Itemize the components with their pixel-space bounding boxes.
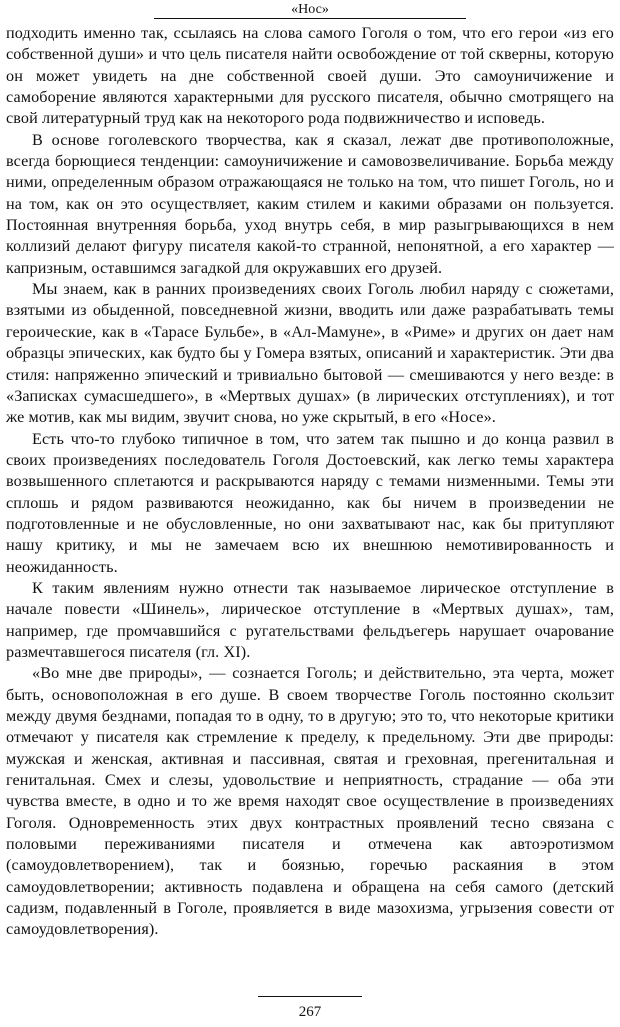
paragraph: подходить именно так, ссылаясь на слова самого Гоголя о том, что его герои «из его собственной души» и что цель писателя найти освобождение от той скверны, которую он может увидеть на дне собственной своей души. Это самоуничижение и самоборение являются характерными для русского писателя, обычно смотрящего на свой литературный труд как на некоторого рода подвижничество и исповедь. bbox=[6, 24, 614, 128]
header-rule bbox=[154, 18, 466, 19]
paragraph: Есть что-то глубоко типичное в том, что затем так пышно и до конца развил в своих произведениях последователь Гоголя Достоевский, как легко темы характера возвышенного сплетаются и раскрываются наряду с темами низменными. Темы эти сплошь и рядом развиваются неожиданно, как бы ничем в произведении не подготовленные и не обусловленные, но они захватывают нас, как бы притупляют нашу критику, и мы не замечаем всю их внешнюю немотивированность и неожиданность. bbox=[6, 429, 614, 576]
paragraph: В основе гоголевского творчества, как я сказал, лежат две противоположные, всегда борющиеся тенденции: самоуничижение и самовозвеличивание. Борьба между ними, определенным образом отражающаяся не только на том, что пишет Гоголь, но и на том, как он это осуществляет, каким стилем и какими образами он пользуется. Постоянная внутренняя борьба, уход внутрь себя, в мир разыгрывающихся в нем коллизий делают фигуру писателя какой-то странной, непонятной, а его характер — капризным, оставшимся загадкой для окружавших его друзей. bbox=[6, 130, 614, 277]
footer-rule bbox=[258, 996, 362, 997]
paragraph: К таким явлениям нужно отнести так называемое лирическое отступление в начале повести «Шинель», лирическое отступление в «Мертвых душах», там, например, где промчавшийся с ругательствами фельдъегерь нарушает очарование размечтавшегося писателя (гл. XI). bbox=[6, 578, 614, 661]
body-text bbox=[6, 23, 614, 941]
paragraph: Мы знаем, как в ранних произведениях своих Гоголь любил наряду с сюжетами, взятыми из обыденной, повседневной жизни, вводить или даже разрабатывать темы героические, как в «Тарасе Бульбе», в «Ал-Мамуне», в «Риме» и других он дает нам образцы эпических, как будто бы у Гомера взятых, описаний и характеристик. Эти два стиля: напряженно эпический и тривиально бытовой — смешиваются у него везде: в «Записках сумасшедшего», в «Мертвых душах» (в лирических отступлениях), и тот же мотив, как мы видим, звучит снова, но уже скрытый, в его «Носе». bbox=[6, 280, 614, 427]
page-number: 267 bbox=[298, 1004, 322, 1020]
paragraph: «Во мне две природы», — сознается Гоголь; и действительно, эта черта, может быть, основоположная в его душе. В своем творчестве Гоголь постоянно скользит между двумя безднами, попадая то в одну, то в другую; это то, что некоторые критики отмечают у писателя как стремление к пределу, к предельному. Эти две природы: мужская и женская, активная и пассивная, святая и греховная, прегенитальная и генитальная. Смех и слезы, удовольствие и неприятность, страдание — оба эти чувства вместе, в одно и то же время находят свое осуществление в произведениях Гоголя. Одновременность этих двух контрастных проявлений тесно связана с половыми переживаниями писателя и отмечена как автоэротизмом (самоудовлетворением), так и боязнью, горечью раскаяния в этом самоудовлетворении; активность подавлена и обращена на себя самого (детский садизм, подавленный в Гоголе, проявляется в виде мазохизма, угрызения совести от самоудовлетворения). bbox=[6, 664, 614, 939]
running-title: «Нос» bbox=[291, 2, 329, 17]
